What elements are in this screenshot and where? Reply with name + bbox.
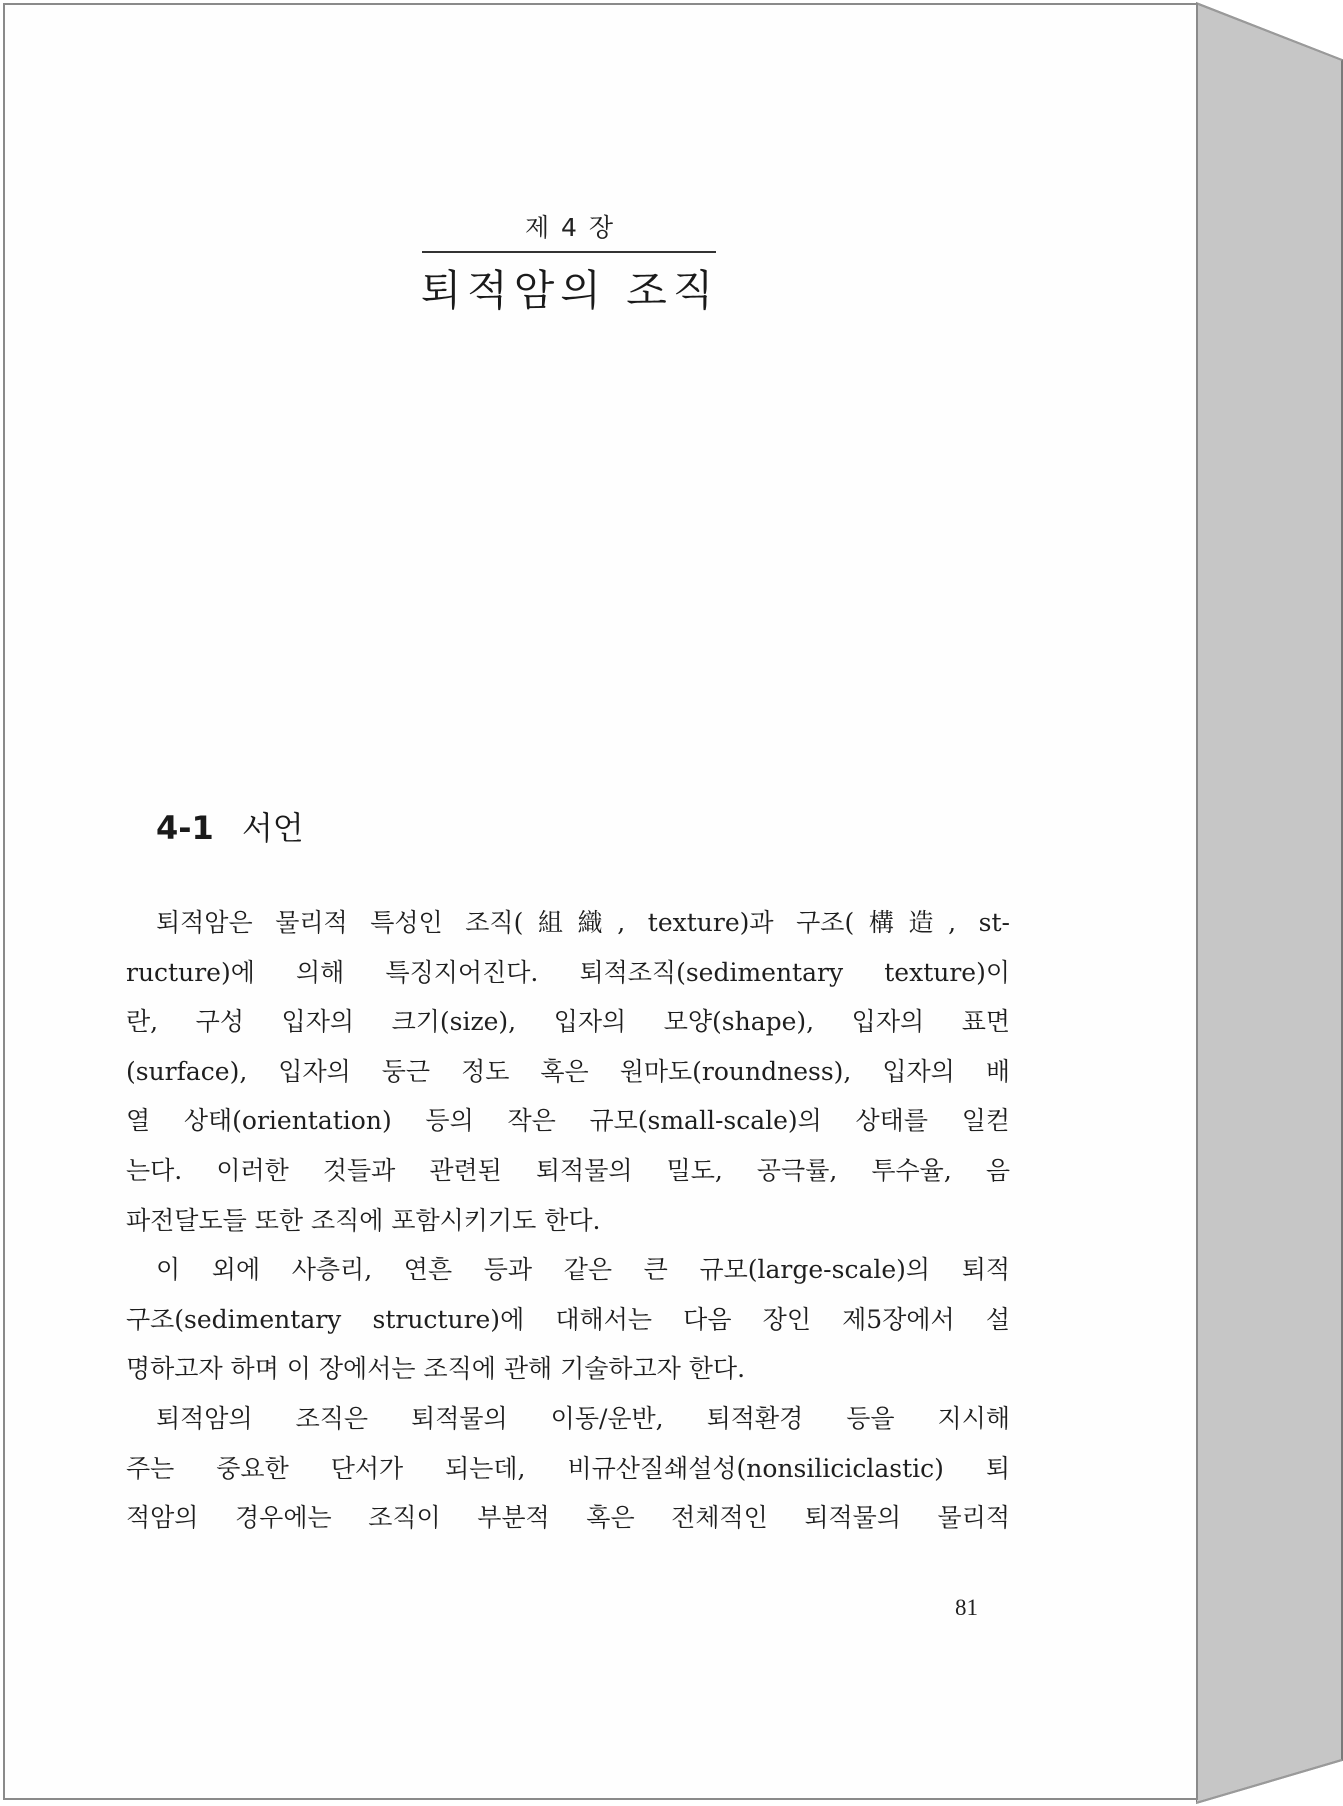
paragraph [126, 898, 1010, 1245]
text-line: 명하고자 하며 이 장에서는 조직에 관해 기술하고자 한다. [126, 1354, 746, 1384]
chapter-title: 퇴적암의 조직 [420, 266, 720, 315]
text-line: 이 외에 사층리, 연흔 등과 같은 큰 규모(large-scale)의 퇴적 [156, 1255, 1010, 1285]
chapter-label: 제 4 장 [524, 213, 616, 242]
text-line: 퇴적암의 조직은 퇴적물의 이동/운반, 퇴적환경 등을 지시해 [156, 1403, 1010, 1433]
text-line: 구조(sedimentary structure)에 대해서는 다음 장인 제5장에서 설 [126, 1304, 1010, 1334]
text-line: 적암의 경우에는 조직이 부분적 혹은 전체적인 퇴적물의 물리적 [126, 1503, 1010, 1533]
text-line: 는다. 이러한 것들과 관련된 퇴적물의 밀도, 공극률, 투수율, 음 [126, 1155, 1010, 1185]
section-heading [156, 803, 304, 849]
title-divider [422, 251, 716, 253]
text-line: 열 상태(orientation) 등의 작은 규모(small-scale)의 상태를 일컫 [126, 1106, 1010, 1136]
body-text [126, 898, 1010, 1543]
section-title: 서언 [241, 809, 304, 847]
paragraph [126, 1245, 1010, 1394]
text-line: 주는 중요한 단서가 되는데, 비규산질쇄설성(nonsiliciclastic) 퇴 [126, 1453, 1010, 1483]
text-line: ructure)에 의해 특징지어진다. 퇴적조직(sedimentary texture)이 [126, 957, 1010, 987]
text-line: 란, 구성 입자의 크기(size), 입자의 모양(shape), 입자의 표면 [126, 1007, 1010, 1037]
page-stack-edge [1196, 0, 1343, 1806]
text-line: 파전달도들 또한 조직에 포함시키기도 한다. [126, 1205, 601, 1235]
text-line: 퇴적암은 물리적 특성인 조직(組織, texture)과 구조(構造, st- [156, 908, 1010, 937]
section-number: 4-1 [156, 809, 214, 847]
paragraph [126, 1394, 1010, 1543]
page-number: 81 [955, 1595, 978, 1620]
text-line: (surface), 입자의 둥근 정도 혹은 원마도(roundness), 입자의 배 [126, 1056, 1010, 1086]
